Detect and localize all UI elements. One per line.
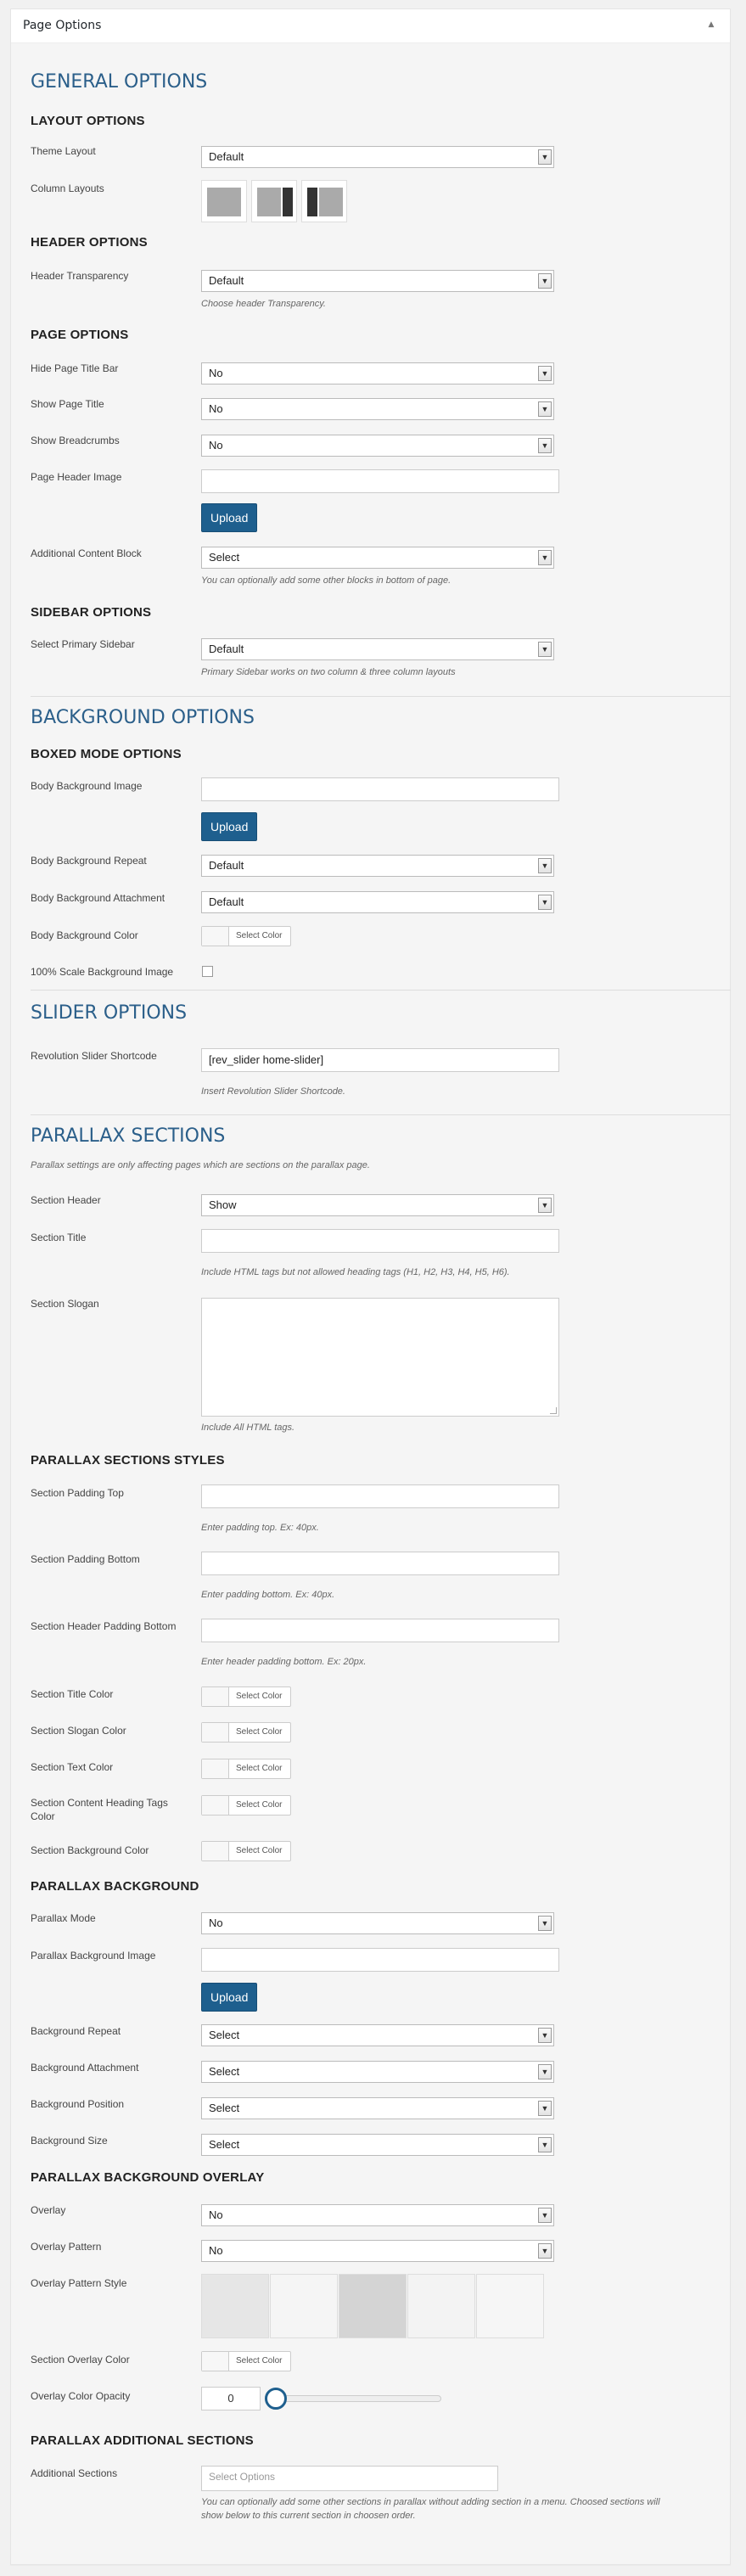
slider-shortcode-label: Revolution Slider Shortcode [31, 1050, 157, 1062]
dropdown-arrow-icon: ▼ [538, 642, 552, 657]
hide-title-bar-label: Hide Page Title Bar [31, 362, 119, 374]
additional-sections-multiselect[interactable]: Select Options [201, 2466, 498, 2491]
title-color-picker[interactable] [201, 1686, 291, 1707]
pattern-option-5[interactable] [476, 2274, 544, 2338]
overlay-label: Overlay [31, 2204, 66, 2216]
parallax-mode-value: No [209, 1917, 223, 1929]
primary-sidebar-value: Default [209, 643, 244, 655]
parallax-mode-label: Parallax Mode [31, 1912, 96, 1924]
header-transparency-label: Header Transparency [31, 270, 129, 282]
bg-position-select[interactable] [201, 2097, 554, 2119]
sidebar-options-heading: SIDEBAR OPTIONS [31, 605, 152, 620]
select-color-label: Select Color [236, 1692, 283, 1701]
overlay-opacity-handle[interactable] [265, 2388, 287, 2410]
padding-bottom-desc: Enter padding bottom. Ex: 40px. [201, 1590, 335, 1600]
page-options-heading: PAGE OPTIONS [31, 328, 129, 342]
additional-block-label: Additional Content Block [31, 547, 142, 559]
dropdown-arrow-icon: ▼ [538, 438, 552, 453]
header-padding-bottom-label: Section Header Padding Bottom [31, 1620, 177, 1632]
dropdown-arrow-icon: ▼ [538, 2137, 552, 2152]
body-bg-image-label: Body Background Image [31, 780, 143, 792]
overlay-pattern-label: Overlay Pattern [31, 2241, 102, 2253]
header-padding-bottom-input[interactable] [201, 1619, 559, 1642]
primary-sidebar-desc: Primary Sidebar works on two column & three column layouts [201, 667, 456, 677]
section-header-select[interactable] [201, 1194, 554, 1216]
bg-repeat-select[interactable] [201, 2024, 554, 2046]
heading-tags-color-picker[interactable] [201, 1795, 291, 1816]
section-slogan-textarea[interactable] [201, 1298, 559, 1417]
heading-tags-color-label: Section Content Heading Tags Color [31, 1797, 168, 1822]
section-title-input[interactable] [201, 1229, 559, 1253]
padding-top-input[interactable] [201, 1484, 559, 1508]
scale-bg-label: 100% Scale Background Image [31, 966, 174, 978]
padding-top-desc: Enter padding top. Ex: 40px. [201, 1523, 319, 1533]
body-bg-color-label: Body Background Color [31, 929, 138, 941]
bg-attachment-value: Select [209, 2065, 240, 2078]
parallax-additional-heading: PARALLAX ADDITIONAL SECTIONS [31, 2433, 254, 2448]
body-bg-repeat-value: Default [209, 859, 244, 872]
body-bg-attachment-select[interactable] [201, 891, 554, 913]
layout-left-sidebar-icon[interactable] [301, 180, 347, 222]
bg-position-label: Background Position [31, 2098, 125, 2110]
section-title-label: Section Title [31, 1232, 87, 1243]
boxed-mode-heading: BOXED MODE OPTIONS [31, 747, 182, 761]
section-header-value: Show [209, 1198, 237, 1211]
dropdown-arrow-icon: ▼ [538, 149, 552, 165]
header-padding-bottom-desc: Enter header padding bottom. Ex: 20px. [201, 1657, 367, 1667]
additional-block-select[interactable] [201, 547, 554, 569]
page-header-upload-button[interactable]: Upload [201, 503, 257, 532]
bg-position-value: Select [209, 2102, 240, 2114]
hide-title-bar-value: No [209, 367, 223, 379]
select-color-label: Select Color [236, 1800, 283, 1810]
dropdown-arrow-icon: ▼ [538, 273, 552, 289]
slider-options-heading: SLIDER OPTIONS [31, 1002, 188, 1024]
show-breadcrumbs-select[interactable] [201, 435, 554, 457]
body-bg-repeat-label: Body Background Repeat [31, 855, 147, 867]
overlay-color-label: Section Overlay Color [31, 2354, 130, 2366]
section-bg-color-label: Section Background Color [31, 1844, 149, 1856]
divider [31, 1114, 731, 1115]
additional-sections-desc: You can optionally add some other sections in parallax without adding section in a menu. Choosed sections will show below to this current section in choosen order. [201, 2497, 660, 2521]
additional-block-value: Select [209, 551, 240, 564]
body-bg-attachment-label: Body Background Attachment [31, 892, 165, 904]
divider [31, 696, 731, 697]
additional-block-desc: You can optionally add some other blocks in bottom of page. [201, 575, 452, 586]
body-bg-repeat-select[interactable] [201, 855, 554, 877]
dropdown-arrow-icon: ▼ [538, 2243, 552, 2259]
overlay-color-picker[interactable] [201, 2351, 291, 2371]
select-color-label: Select Color [236, 931, 283, 940]
overlay-pattern-select[interactable] [201, 2240, 554, 2262]
parallax-bg-upload-button[interactable]: Upload [201, 1983, 257, 2012]
parallax-bg-image-label: Parallax Background Image [31, 1950, 156, 1961]
dropdown-arrow-icon: ▼ [538, 550, 552, 565]
scale-bg-checkbox[interactable] [202, 966, 213, 977]
title-color-label: Section Title Color [31, 1688, 114, 1700]
parallax-bg-image-input[interactable] [201, 1948, 559, 1972]
theme-layout-value: Default [209, 150, 244, 163]
bg-attachment-select[interactable] [201, 2061, 554, 2083]
dropdown-arrow-icon: ▼ [538, 401, 552, 417]
dropdown-arrow-icon: ▼ [538, 1198, 552, 1213]
text-color-label: Section Text Color [31, 1761, 114, 1773]
pattern-option-4[interactable] [407, 2274, 475, 2338]
dropdown-arrow-icon: ▼ [538, 2064, 552, 2079]
dropdown-arrow-icon: ▼ [538, 2101, 552, 2116]
divider [31, 990, 731, 991]
overlay-pattern-style-label: Overlay Pattern Style [31, 2277, 127, 2289]
column-layouts-label: Column Layouts [31, 182, 104, 194]
bg-size-label: Background Size [31, 2135, 108, 2147]
bg-repeat-value: Select [209, 2029, 240, 2041]
show-breadcrumbs-label: Show Breadcrumbs [31, 435, 120, 446]
pattern-option-1[interactable] [201, 2274, 269, 2338]
dropdown-arrow-icon: ▼ [538, 858, 552, 873]
show-breadcrumbs-value: No [209, 439, 223, 452]
layout-right-sidebar-icon[interactable] [251, 180, 297, 222]
page-header-image-label: Page Header Image [31, 471, 122, 483]
parallax-background-heading: PARALLAX BACKGROUND [31, 1879, 199, 1894]
select-color-label: Select Color [236, 1727, 283, 1737]
parallax-intro: Parallax settings are only affecting pages which are sections on the parallax page. [31, 1160, 370, 1170]
overlay-opacity-label: Overlay Color Opacity [31, 2390, 131, 2402]
dropdown-arrow-icon: ▼ [538, 2208, 552, 2223]
page-header-image-input[interactable] [201, 469, 559, 493]
body-bg-attachment-value: Default [209, 895, 244, 908]
overlay-pattern-value: No [209, 2244, 223, 2257]
section-header-label: Section Header [31, 1194, 101, 1206]
panel-title: Page Options [23, 19, 102, 32]
slogan-color-picker[interactable] [201, 1722, 291, 1743]
primary-sidebar-label: Select Primary Sidebar [31, 638, 135, 650]
body-bg-image-input[interactable] [201, 777, 559, 801]
header-options-heading: HEADER OPTIONS [31, 235, 148, 250]
show-page-title-value: No [209, 402, 223, 415]
header-transparency-select[interactable] [201, 270, 554, 292]
padding-bottom-label: Section Padding Bottom [31, 1553, 140, 1565]
section-slogan-desc: Include All HTML tags. [201, 1423, 295, 1433]
padding-top-label: Section Padding Top [31, 1487, 124, 1499]
header-transparency-value: Default [209, 274, 244, 287]
bg-repeat-label: Background Repeat [31, 2025, 121, 2037]
slogan-color-label: Section Slogan Color [31, 1725, 126, 1737]
panel-header[interactable] [11, 9, 730, 43]
theme-layout-label: Theme Layout [31, 145, 96, 157]
parallax-sections-heading: PARALLAX SECTIONS [31, 1125, 226, 1147]
parallax-styles-heading: PARALLAX SECTIONS STYLES [31, 1453, 225, 1468]
bg-size-value: Select [209, 2138, 240, 2151]
collapse-arrow-icon[interactable]: ▲ [708, 20, 715, 29]
bg-size-select[interactable] [201, 2134, 554, 2156]
select-color-label: Select Color [236, 2356, 283, 2366]
overlay-select[interactable] [201, 2204, 554, 2226]
slider-shortcode-desc: Insert Revolution Slider Shortcode. [201, 1086, 345, 1097]
parallax-mode-select[interactable] [201, 1912, 554, 1934]
show-page-title-label: Show Page Title [31, 398, 104, 410]
overlay-value: No [209, 2208, 223, 2221]
parallax-overlay-heading: PARALLAX BACKGROUND OVERLAY [31, 2170, 265, 2185]
overlay-opacity-track[interactable] [273, 2395, 441, 2402]
pattern-option-3[interactable] [339, 2274, 407, 2338]
general-options-heading: GENERAL OPTIONS [31, 71, 208, 93]
section-title-desc: Include HTML tags but not allowed heading tags (H1, H2, H3, H4, H5, H6). [201, 1267, 510, 1277]
dropdown-arrow-icon: ▼ [538, 2028, 552, 2043]
select-color-label: Select Color [236, 1764, 283, 1773]
padding-bottom-input[interactable] [201, 1552, 559, 1575]
show-page-title-select[interactable] [201, 398, 554, 420]
hide-title-bar-select[interactable] [201, 362, 554, 384]
pattern-option-2[interactable] [270, 2274, 338, 2338]
body-bg-upload-button[interactable]: Upload [201, 812, 257, 841]
dropdown-arrow-icon: ▼ [538, 895, 552, 910]
layout-options-heading: LAYOUT OPTIONS [31, 114, 145, 128]
body-bg-color-picker[interactable] [201, 926, 291, 946]
section-slogan-label: Section Slogan [31, 1298, 99, 1310]
section-bg-color-picker[interactable] [201, 1841, 291, 1861]
additional-sections-label: Additional Sections [31, 2467, 118, 2479]
resize-grip-icon[interactable] [550, 1407, 557, 1414]
select-color-label: Select Color [236, 1846, 283, 1855]
text-color-picker[interactable] [201, 1759, 291, 1779]
overlay-opacity-value[interactable]: 0 [201, 2387, 261, 2410]
dropdown-arrow-icon: ▼ [538, 366, 552, 381]
slider-shortcode-input[interactable]: [rev_slider home-slider] [201, 1048, 559, 1072]
header-transparency-desc: Choose header Transparency. [201, 299, 326, 309]
primary-sidebar-select[interactable] [201, 638, 554, 660]
theme-layout-select[interactable] [201, 146, 554, 168]
background-options-heading: BACKGROUND OPTIONS [31, 707, 255, 728]
dropdown-arrow-icon: ▼ [538, 1916, 552, 1931]
layout-full-width-icon[interactable] [201, 180, 247, 222]
bg-attachment-label: Background Attachment [31, 2062, 139, 2074]
